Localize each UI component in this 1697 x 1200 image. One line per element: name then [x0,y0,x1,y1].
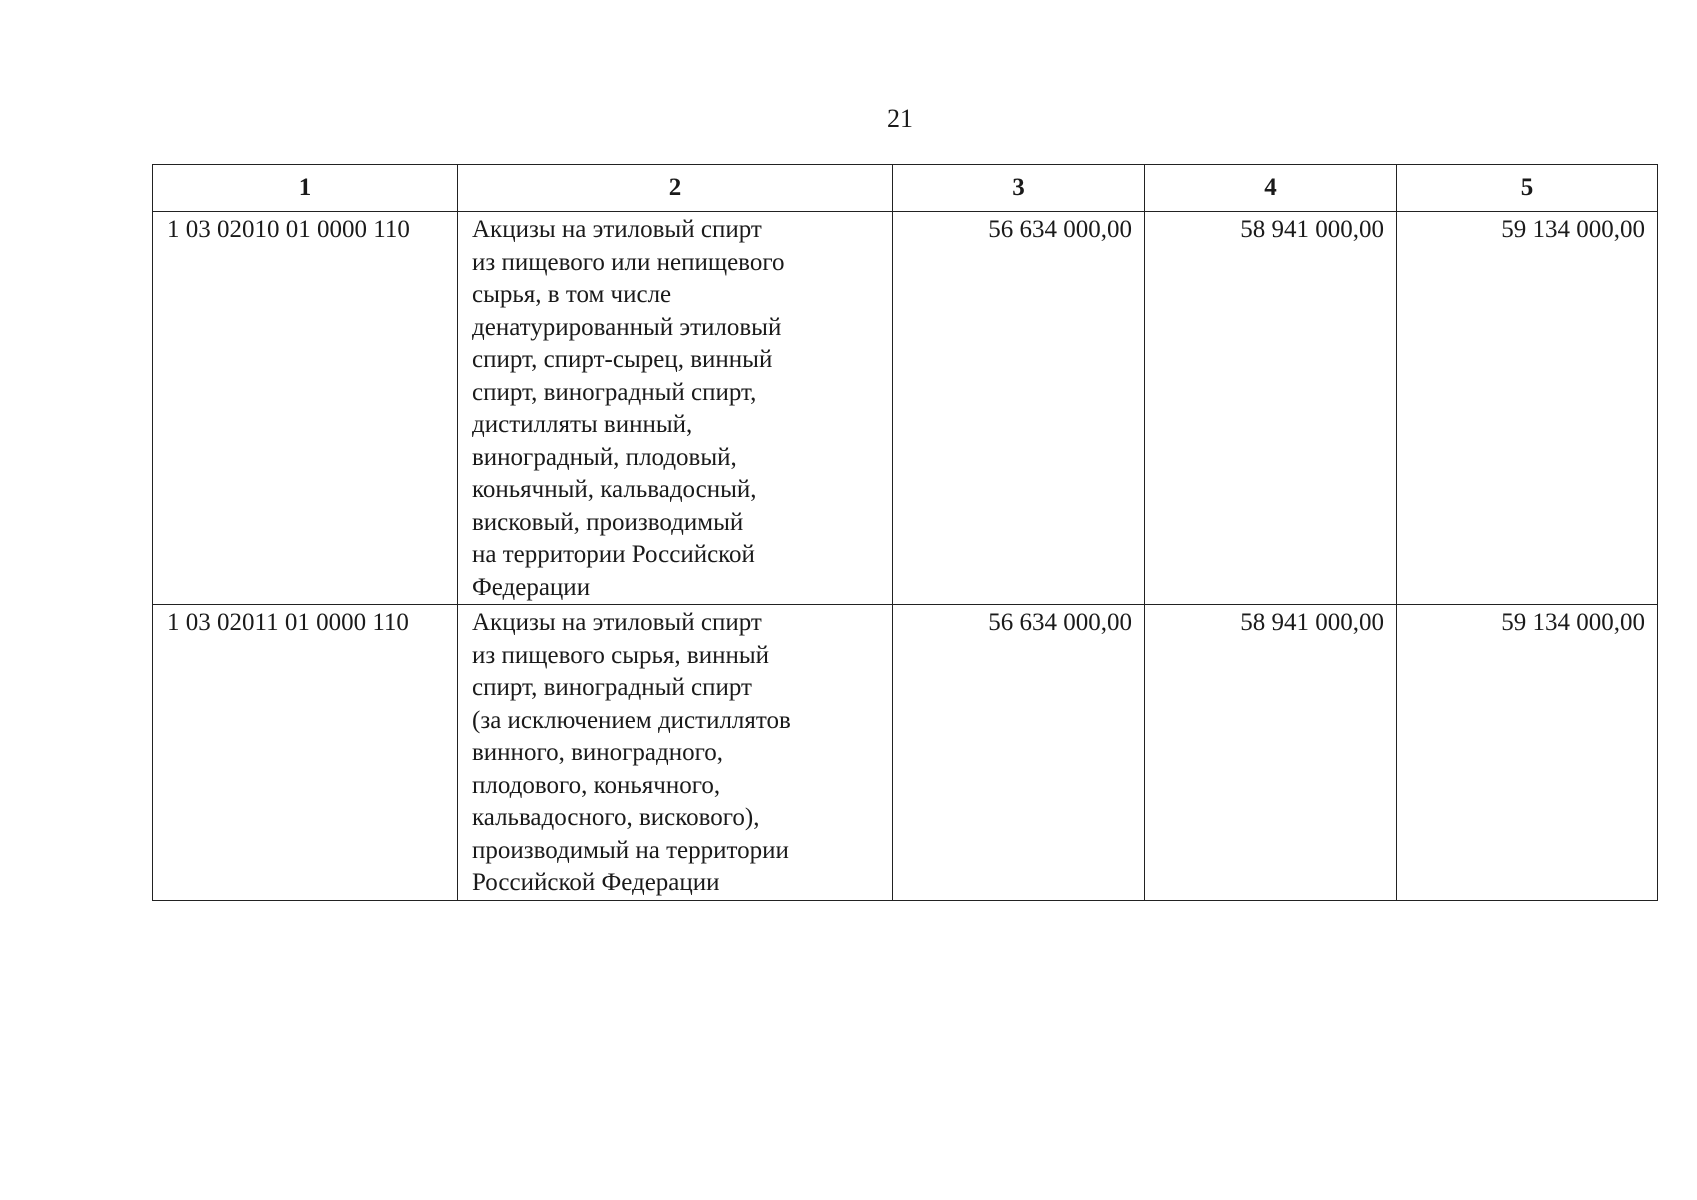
name-line: виноградный, плодовый, [472,443,737,471]
name-line: сырья, в том числе [472,281,672,308]
name-line: дистилляты винный, [472,411,693,438]
column-header-5: 5 [1397,165,1658,212]
name-line: винного, виноградного, [472,739,723,766]
name-line: из пищевого сырья, винный [472,641,770,669]
name-line: висковый, производимый [472,508,744,536]
column-header-3: 3 [893,165,1145,212]
name-line: из пищевого или непищевого [472,248,785,276]
name-line: производимый на территории [472,836,789,864]
name-line: Акцизы на этиловый спирт [472,216,762,243]
amount-cell-col3: 56 634 000,00 [893,212,1145,605]
name-line: спирт, виноградный спирт [472,674,752,701]
table-header-row [153,165,1658,212]
column-header-4: 4 [1145,165,1397,212]
column-header-1: 1 [153,165,458,212]
table-row [153,212,1658,605]
amount-cell-col4: 58 941 000,00 [1145,605,1397,901]
column-header-2: 2 [458,165,893,212]
table-row [153,605,1658,901]
amount-cell-col5: 59 134 000,00 [1397,212,1658,605]
budget-table [152,164,1658,901]
budget-code-cell: 1 03 02011 01 0000 110 [153,605,458,901]
name-line: коньячный, кальвадосный, [472,476,757,503]
name-line: Федерации [472,573,591,601]
amount-cell-col5: 59 134 000,00 [1397,605,1658,901]
revenue-name-cell [458,212,893,605]
name-line: кальвадосного, вискового), [472,804,760,831]
name-line: спирт, спирт-сырец, винный [472,346,773,373]
page-number: 21 [887,104,913,133]
name-line: плодового, коньячного, [472,771,721,799]
budget-code-cell: 1 03 02010 01 0000 110 [153,212,458,605]
name-line: (за исключением дистиллятов [472,706,791,734]
name-line: Акцизы на этиловый спирт [472,609,762,636]
name-line: на территории Российской [472,541,755,568]
name-line: денатурированный этиловый [472,313,782,341]
amount-cell-col4: 58 941 000,00 [1145,212,1397,605]
name-line: спирт, виноградный спирт, [472,378,757,406]
name-line: Российской Федерации [472,869,720,896]
revenue-name-cell [458,605,893,901]
amount-cell-col3: 56 634 000,00 [893,605,1145,901]
